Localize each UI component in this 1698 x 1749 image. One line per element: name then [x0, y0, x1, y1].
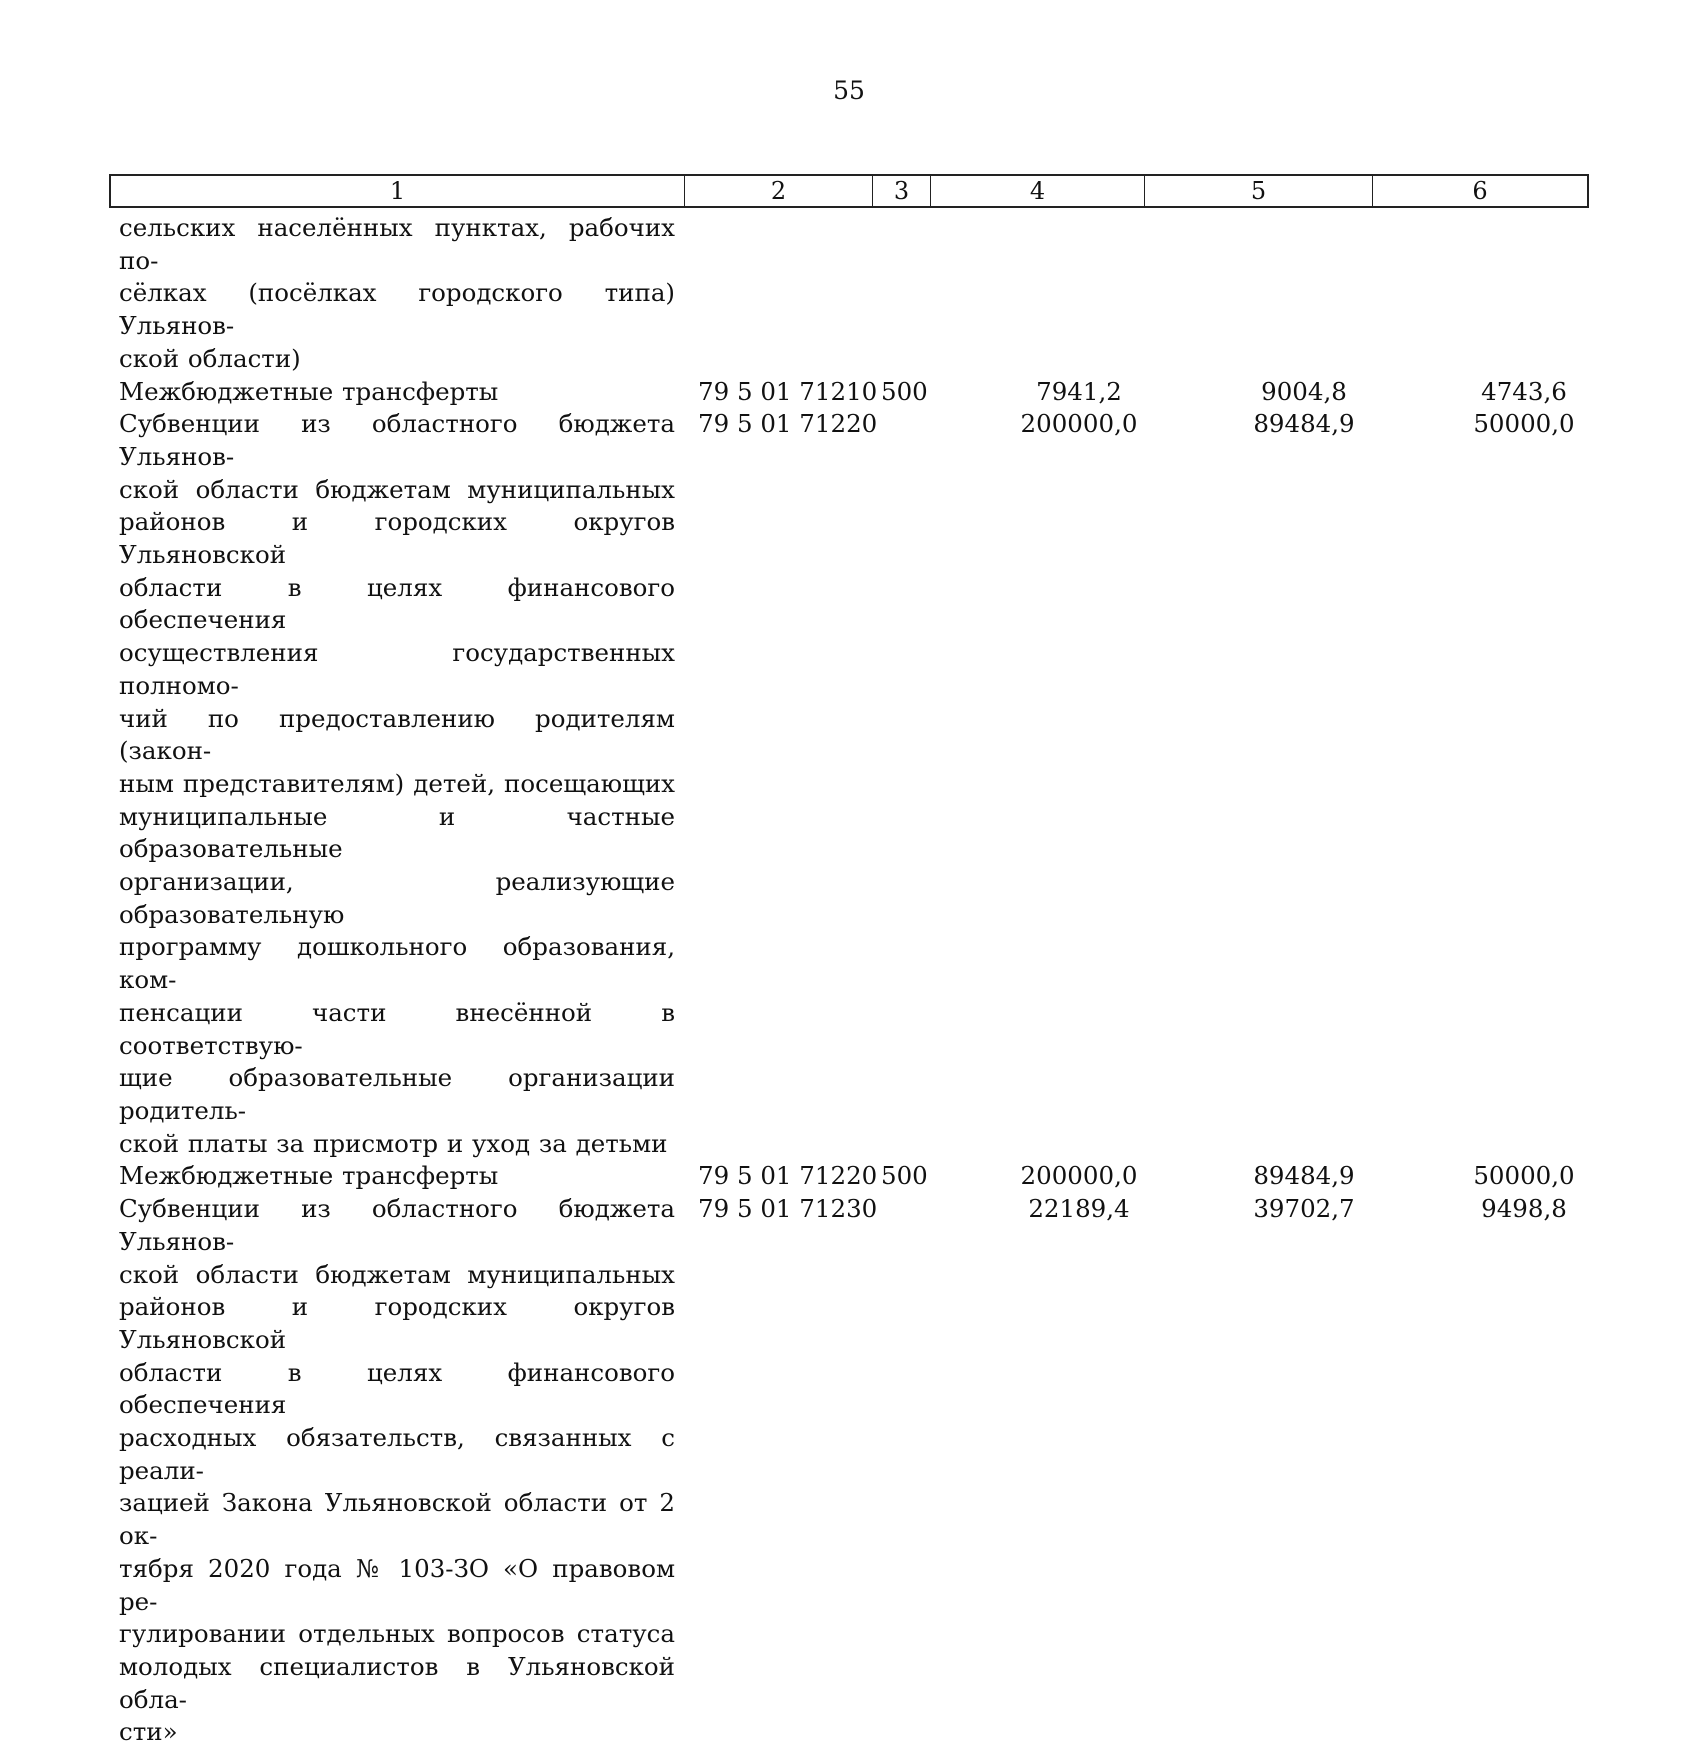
row-description [119, 1160, 675, 1193]
row-value-col5: 89484,9 [1253, 409, 1355, 439]
row-expense-type: 500 [881, 1161, 928, 1191]
row-code: 79 5 01 71210 [698, 376, 878, 406]
table-row [119, 212, 1599, 376]
row-code: 79 5 01 71220 [698, 1161, 878, 1191]
column-header-2: 2 [685, 176, 873, 206]
description-line: области в целях финансового обеспечения [119, 1357, 675, 1420]
description-line: молодых специалистов в Ульяновской обла- [119, 1651, 675, 1714]
table-row [119, 376, 1599, 409]
table-header [109, 174, 1589, 208]
row-value-col4: 7941,2 [1036, 376, 1122, 406]
column-header-5: 5 [1145, 176, 1373, 206]
row-value-col5: 39702,7 [1253, 1194, 1355, 1224]
description-line: чий по предоставлению родителям (закон- [119, 703, 675, 766]
description-line: муниципальные и частные образовательные [119, 801, 675, 864]
description-line: зацией Закона Ульяновской области от 2 ок- [119, 1488, 675, 1551]
description-line: Межбюджетные трансферты [119, 376, 499, 406]
row-description [119, 1193, 675, 1749]
row-value-col6: 9498,8 [1481, 1194, 1567, 1224]
row-expense-type: 500 [881, 376, 928, 406]
row-description [119, 408, 675, 1160]
description-line: районов и городских округов Ульяновской [119, 1292, 675, 1354]
description-line: осуществления государственных полномо- [119, 638, 675, 700]
row-code: 79 5 01 71230 [698, 1194, 878, 1224]
column-header-6: 6 [1472, 177, 1488, 205]
description-line: программу дошкольного образования, ком- [119, 932, 675, 995]
row-value-col6: 50000,0 [1473, 1161, 1575, 1191]
row-value-col4: 200000,0 [1020, 409, 1138, 439]
column-header-4: 4 [931, 176, 1145, 206]
row-value-col6: 4743,6 [1481, 376, 1567, 406]
table-body [119, 212, 1599, 1749]
row-description [119, 376, 675, 409]
row-description [119, 212, 675, 376]
description-line: сельских населённых пунктах, рабочих по- [119, 213, 675, 275]
description-line: щие образовательные организации родитель- [119, 1063, 675, 1125]
description-line: сёлках (посёлках городского типа) Ульянов- [119, 278, 675, 341]
table-row [119, 1160, 1599, 1193]
table-row [119, 1193, 1599, 1749]
description-line: сти» [119, 1717, 178, 1747]
column-header-3: 3 [873, 176, 931, 206]
description-line: ным представителям) детей, посещающих [119, 768, 675, 798]
row-value-col4: 22189,4 [1028, 1194, 1130, 1224]
row-value-col4: 200000,0 [1020, 1161, 1138, 1191]
description-line: пенсации части внесённой в соответствую- [119, 997, 675, 1060]
description-line: тября 2020 года № 103-ЗО «О правовом ре- [119, 1553, 675, 1616]
description-line: организации, реализующие образовательную [119, 867, 675, 929]
page-number: 55 [833, 76, 865, 105]
description-line: Межбюджетные трансферты [119, 1161, 499, 1191]
description-line: гулировании отдельных вопросов статуса [119, 1619, 675, 1649]
description-line: Субвенции из областного бюджета Ульянов- [119, 409, 675, 471]
table-row [119, 408, 1599, 1160]
description-line: ской платы за присмотр и уход за детьми [119, 1128, 668, 1158]
row-value-col5: 89484,9 [1253, 1161, 1355, 1191]
row-value-col6: 50000,0 [1473, 409, 1575, 439]
description-line: районов и городских округов Ульяновской [119, 507, 675, 570]
description-line: расходных обязательств, связанных с реали- [119, 1423, 675, 1485]
description-line: ской области бюджетам муниципальных [119, 1259, 675, 1289]
description-line: области в целях финансового обеспечения [119, 572, 675, 635]
description-line: Субвенции из областного бюджета Ульянов- [119, 1194, 675, 1256]
row-code: 79 5 01 71220 [698, 409, 878, 439]
description-line: ской области) [119, 343, 301, 373]
column-header-1: 1 [111, 176, 685, 206]
description-line: ской области бюджетам муниципальных [119, 474, 675, 504]
row-value-col5: 9004,8 [1261, 376, 1347, 406]
